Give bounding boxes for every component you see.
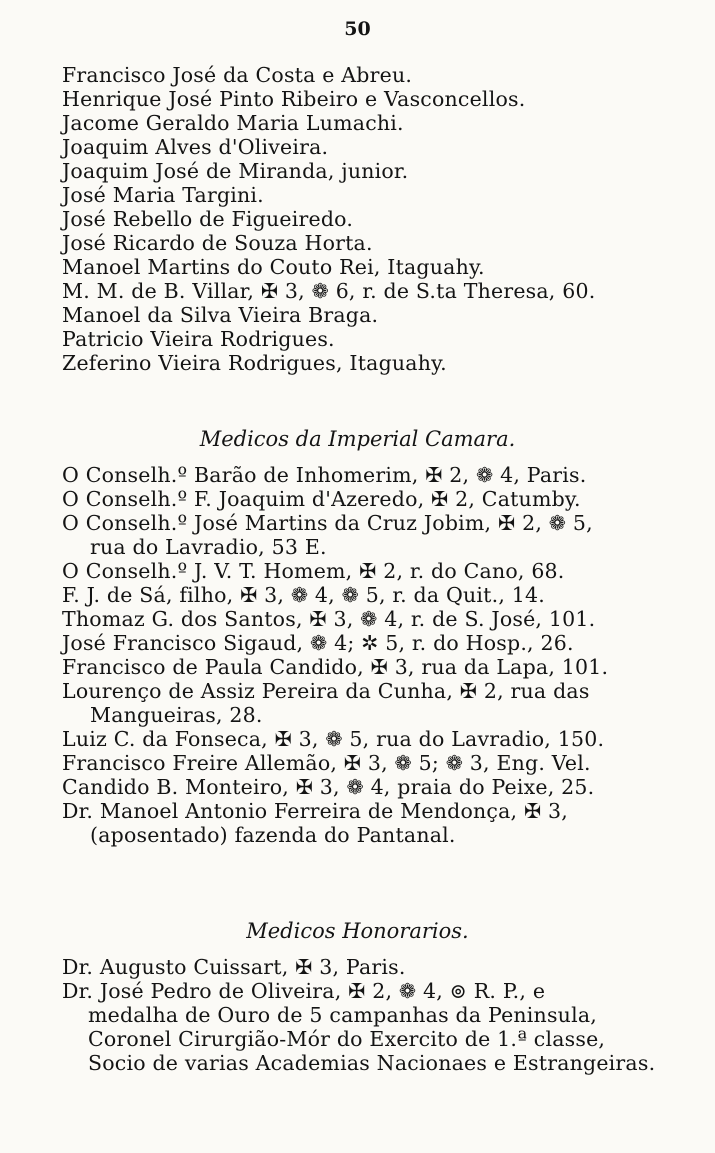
list-item: Dr. Augusto Cuissart, ✠ 3, Paris. [62, 955, 406, 979]
list-item-continuation: Coronel Cirurgião-Mór do Exercito de 1.ª classe, [88, 1027, 606, 1051]
list-item: Dr. Manoel Antonio Ferreira de Mendonça, ✠ 3, [62, 799, 568, 823]
list-item-continuation: (aposentado) fazenda do Pantanal. [90, 823, 456, 847]
list-item: Lourenço de Assiz Pereira da Cunha, ✠ 2, rua das [62, 679, 590, 703]
list-item: O Conselh.º J. V. T. Homem, ✠ 2, r. do Cano, 68. [62, 559, 565, 583]
imperial-camara-list [62, 463, 662, 847]
page-number: 50 [344, 18, 371, 40]
list-item: Francisco de Paula Candido, ✠ 3, rua da Lapa, 101. [62, 655, 609, 679]
list-item: Patricio Vieira Rodrigues. [62, 327, 335, 351]
list-item: Zeferino Vieira Rodrigues, Itaguahy. [62, 351, 447, 375]
list-item: O Conselh.º Barão de Inhomerim, ✠ 2, ❁ 4, Paris. [62, 463, 587, 487]
list-item: Jacome Geraldo Maria Lumachi. [62, 111, 404, 135]
list-item: Luiz C. da Fonseca, ✠ 3, ❁ 5, rua do Lavradio, 150. [62, 727, 605, 751]
list-item: Francisco Freire Allemão, ✠ 3, ❁ 5; ❁ 3, Eng. Vel. [62, 751, 591, 775]
list-item: José Francisco Sigaud, ❁ 4; ✲ 5, r. do Hosp., 26. [62, 631, 574, 655]
list-item: José Ricardo de Souza Horta. [62, 231, 373, 255]
list-item: O Conselh.º José Martins da Cruz Jobim, ✠ 2, ❁ 5, [62, 511, 593, 535]
list-item: Thomaz G. dos Santos, ✠ 3, ❁ 4, r. de S. José, 101. [62, 607, 596, 631]
names-list [62, 63, 662, 375]
list-item: O Conselh.º F. Joaquim d'Azeredo, ✠ 2, Catumby. [62, 487, 581, 511]
list-item: Candido B. Monteiro, ✠ 3, ❁ 4, praia do Peixe, 25. [62, 775, 595, 799]
list-item: M. M. de B. Villar, ✠ 3, ❁ 6, r. de S.ta Theresa, 60. [62, 279, 596, 303]
list-item-continuation: Socio de varias Academias Nacionaes e Estrangeiras. [88, 1051, 656, 1075]
section-heading-honorarios: Medicos Honorarios. [246, 919, 469, 943]
list-item: Henrique José Pinto Ribeiro e Vasconcellos. [62, 87, 526, 111]
list-item-continuation: rua do Lavradio, 53 E. [90, 535, 327, 559]
list-item: F. J. de Sá, filho, ✠ 3, ❁ 4, ❁ 5, r. da Quit., 14. [62, 583, 545, 607]
list-item: Joaquim José de Miranda, junior. [62, 159, 409, 183]
list-item: José Rebello de Figueiredo. [62, 207, 354, 231]
list-item: Manoel Martins do Couto Rei, Itaguahy. [62, 255, 485, 279]
list-item: Francisco José da Costa e Abreu. [62, 63, 413, 87]
list-item: José Maria Targini. [62, 183, 264, 207]
list-item: Manoel da Silva Vieira Braga. [62, 303, 379, 327]
section-heading-imperial-camara: Medicos da Imperial Camara. [199, 427, 516, 451]
list-item: Joaquim Alves d'Oliveira. [62, 135, 329, 159]
list-item: Dr. José Pedro de Oliveira, ✠ 2, ❁ 4, ⊚ R. P., e [62, 979, 546, 1003]
honorarios-list [62, 955, 662, 1075]
list-item-continuation: Mangueiras, 28. [90, 703, 263, 727]
list-item-continuation: medalha de Ouro de 5 campanhas da Peninsula, [88, 1003, 597, 1027]
